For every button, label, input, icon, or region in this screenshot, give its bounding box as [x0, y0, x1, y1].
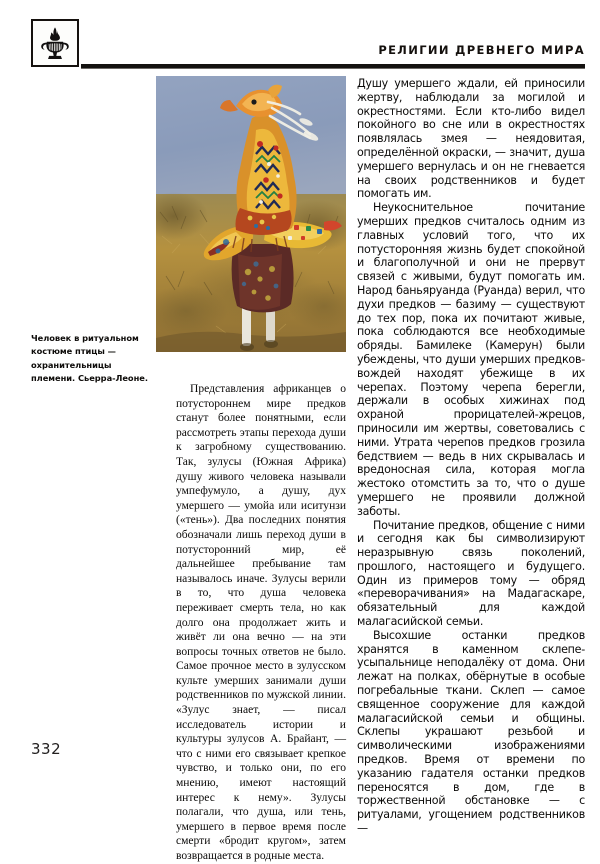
ritual-bird-costume-photo — [156, 76, 346, 352]
running-head-title: РЕЛИГИИ ДРЕВНЕГО МИРА — [378, 45, 585, 57]
body-text-column-middle — [176, 382, 346, 742]
body-text-column-right — [357, 77, 585, 745]
paragraph: Душу умершего ждали, ей приносили жертву, наблюдали за могилой и окрестностями. Если кто-либо видел покойного во сне или в окрестностях появлялась змея — неядовитая, определённой окраски, — значит, душа умершего вернулась и он не гневается на своих родственников и будет помогать им. — [357, 77, 585, 201]
page-header — [0, 0, 600, 72]
paragraph: Неукоснительное почитание умерших предков считалось одним из главных условий того, что их потусторонняя жизнь будет спокойной и благополучной и они не прервут связей с живыми, будут помогать им. Народ баньяруанда (Руанда) верил, что духи предков — базиму — существуют до тех пор, пока их почитают живые, пока соблюдаются все необходимые обряды. Бамилеке (Камерун) были убеждены, что души умерших предков-вождей находят убежище в их черепах. Поэтому черепа берегли, держали в особых хижинах под охраной прорицателей-жрецов, приносили им жертвы, советовались с ними. Утрата черепов предков грозила бедствием — ведь в них скрывалась и вредоносная сила, которая могла жестоко отомстить за то, что о душе умершего не проявили должной заботы. — [357, 201, 585, 518]
flaming-urn-icon — [31, 19, 79, 67]
page-number: 332 — [31, 740, 61, 758]
photo-caption: Человек в ритуальном костюме птицы — охранительницы племени. Сьерра-Леоне. — [31, 332, 153, 386]
header-divider — [81, 64, 585, 68]
paragraph: Высохшие останки предков хранятся в каменном склепе-усыпальнице неподалёку от дома. Они лежат на полках, обёрнутые в особые погребальные ткани. Склеп — самое священное сооружение для каждой малагасийской семьи и общины. Склепы украшают резьбой и символическими изображениями предков. Время от времени по указанию гадателя останки предков переносятся в дом, где в торжественной обстановке — с ритуалами, угощением родственников — — [357, 629, 585, 836]
paragraph: Почитание предков, общение с ними и сегодня как бы символизируют неразрывную связь поколений, прошлого, настоящего и будущего. Один из примеров тому — обряд «переворачивания» на Мадагаскаре, обязательный для каждой малагасийской семьи. — [357, 519, 585, 629]
paragraph: Представления африканцев о потустороннем мире предков станут более понятными, если рассмотреть этапы перехода души к загробному существованию. Так, зулусы (Южная Африка) душу живого человека называли умпефумуло, а душу, дух умершего — умойа или иситунзи («тень»). Два последних понятия обозначали лишь переход души в потусторонний мир, её дальнейшее пребывание там называлось иначе. Зулусы верили в то, что душа человека переживает смерть тела, но как долго она продолжает жить и живёт ли она вечно — на эти вопросы точных ответов не было. Самое прочное место в зулусском культе умерших занимали души родственников по мужской линии. «Зулус знает, — писал исследователь истории и культуры зулусов А. Брайант, — что с ними его связывает крепкое чувство, и только они, по его мнению, имеют настоящий интерес к нему». Зулусы полагали, что душа, или тень, умершего в первое время после смерти «бродит кругом», затем возвращается в родные места. — [176, 382, 346, 864]
